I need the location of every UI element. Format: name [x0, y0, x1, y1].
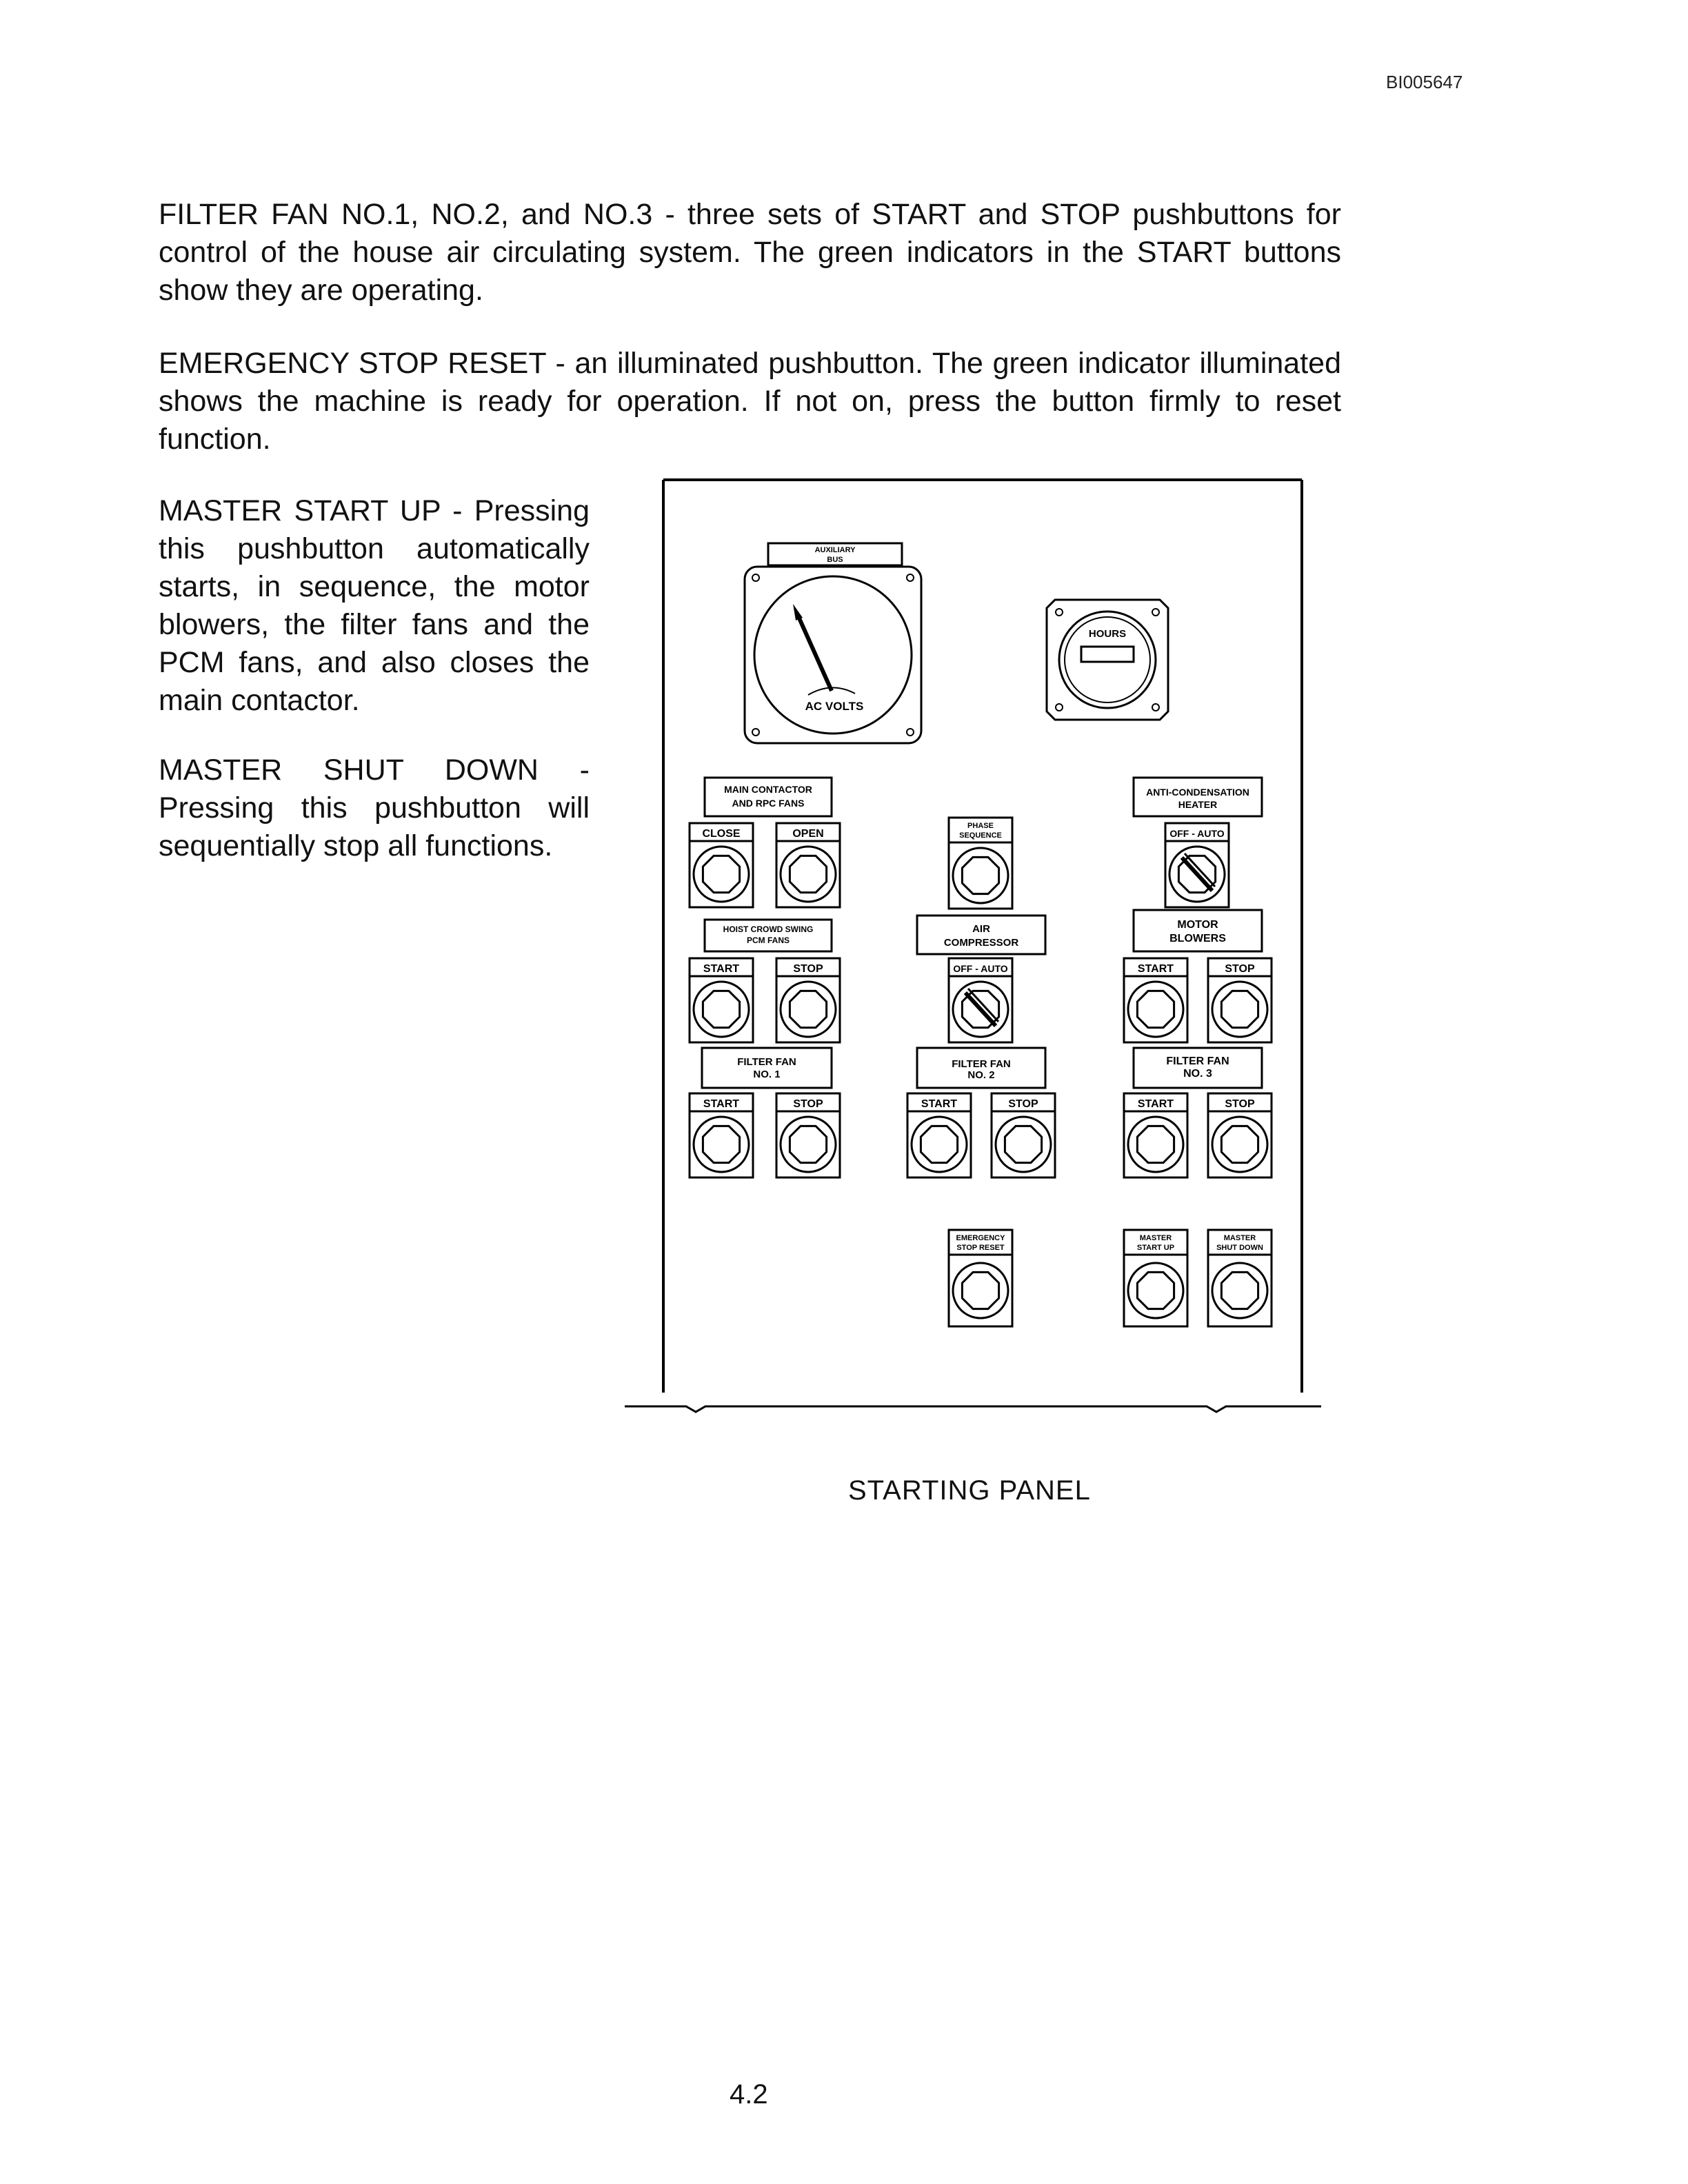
air-compressor-title-1: AIR [972, 923, 990, 935]
anti-condensation-title-2: HEATER [1178, 799, 1218, 810]
phase-sequence-button[interactable] [949, 818, 1012, 909]
master-start-up-button-label: START UP [1136, 1244, 1175, 1252]
filter-fan-1-start-button-label: START [703, 1098, 740, 1110]
document-id: BI005647 [1386, 72, 1463, 92]
hoist-crowd-stop-button[interactable] [776, 958, 840, 1042]
main-contactor-close-button[interactable] [690, 823, 753, 907]
filter-fan-3-title-2: NO. 3 [1183, 1068, 1212, 1080]
filter-fan-3-start-button-label: START [1137, 1098, 1174, 1110]
filter-fan-2-title-2: NO. 2 [967, 1069, 995, 1081]
motor-blowers-start-button-label: START [1137, 963, 1174, 975]
filter-fan-3-stop-button-label: STOP [1225, 1098, 1255, 1110]
emergency-stop-reset-button-label: EMERGENCY [956, 1234, 1005, 1242]
motor-blowers-title-1: MOTOR [1177, 919, 1218, 931]
filter-fan-1-start-button[interactable] [690, 1093, 753, 1177]
anti-condensation-title-1: ANTI-CONDENSATION [1146, 787, 1249, 798]
ac-voltmeter [745, 543, 921, 743]
main-contactor-open-button-label: OPEN [792, 828, 824, 840]
master-start-up-button[interactable] [1124, 1230, 1187, 1326]
master-start-up-button-label: MASTER [1139, 1234, 1172, 1242]
filter-fan-2-title-1: FILTER FAN [952, 1058, 1011, 1070]
motor-blowers-start-button[interactable] [1124, 958, 1187, 1042]
emergency-stop-reset-button-label: STOP RESET [956, 1244, 1005, 1252]
filter-fan-3-stop-button[interactable] [1208, 1093, 1272, 1177]
emergency-stop-paragraph: EMERGENCY STOP RESET - an illuminated pushbutton. The green indicator illuminated shows the machine is ready for operation. If not on, press the button firmly to reset function. [159, 347, 1341, 456]
filter-fan-2-start-button-label: START [921, 1098, 958, 1110]
phase-sequence-button-label: PHASE [967, 822, 994, 830]
hoist-crowd-title-2: PCM FANS [746, 936, 790, 945]
motor-blowers-title-2: BLOWERS [1169, 933, 1226, 944]
main-contactor-close-button-label: CLOSE [702, 828, 741, 840]
hoist-crowd-start-button[interactable] [690, 958, 753, 1042]
master-shut-down-button[interactable] [1208, 1230, 1272, 1326]
hoist-crowd-title-1: HOIST CROWD SWING [723, 924, 814, 934]
meter-label-top-2: BUS [827, 556, 843, 564]
master-shut-paragraph: MASTER SHUT DOWN - Pressing this pushbutton will sequentially stop all functions. [159, 754, 590, 862]
page-number: 4.2 [730, 2079, 768, 2110]
emergency-stop-reset-button[interactable] [949, 1230, 1012, 1326]
air-compressor-selector-switch-label: OFF - AUTO [953, 963, 1008, 974]
hoist-crowd-stop-button-label: STOP [793, 963, 823, 975]
meter-dial-label: AC VOLTS [805, 700, 864, 713]
master-shut-down-button-label: MASTER [1223, 1234, 1256, 1242]
master-shut-down-button-label: SHUT DOWN [1216, 1244, 1263, 1252]
air-compressor-title-2: COMPRESSOR [943, 937, 1019, 949]
phase-sequence-button-label: SEQUENCE [959, 831, 1002, 840]
filter-fan-1-title-1: FILTER FAN [737, 1056, 796, 1068]
main-contactor-title-2: AND RPC FANS [732, 798, 805, 809]
filter-fan-1-stop-button-label: STOP [793, 1098, 823, 1110]
hoist-crowd-start-button-label: START [703, 963, 740, 975]
figure-caption: STARTING PANEL [848, 1475, 1091, 1506]
anti-condensation-selector-switch-label: OFF - AUTO [1169, 828, 1225, 839]
filter-fan-1-title-2: NO. 1 [753, 1069, 781, 1080]
filter-fan-paragraph: FILTER FAN NO.1, NO.2, and NO.3 - three sets of START and STOP pushbuttons for control of the house air circulating system. The green indicators in the START buttons show they are operating. [159, 198, 1341, 307]
filter-fan-3-title-1: FILTER FAN [1166, 1055, 1229, 1067]
motor-blowers-stop-button-label: STOP [1225, 963, 1255, 975]
hour-meter-label: HOURS [1088, 628, 1127, 640]
filter-fan-3-start-button[interactable] [1124, 1093, 1187, 1177]
master-start-paragraph: MASTER START UP - Pressing this pushbutton automatically starts, in sequence, the motor blowers, the filter fans and the PCM fans, and also closes the main contactor. [159, 494, 590, 717]
hour-meter [1047, 600, 1168, 720]
filter-fan-2-start-button[interactable] [907, 1093, 971, 1177]
main-contactor-open-button[interactable] [776, 823, 840, 907]
main-contactor-title-1: MAIN CONTACTOR [724, 784, 812, 795]
motor-blowers-stop-button[interactable] [1208, 958, 1272, 1042]
hour-meter-window [1081, 647, 1134, 662]
filter-fan-1-stop-button[interactable] [776, 1093, 840, 1177]
anti-condensation-selector-switch[interactable] [1165, 823, 1229, 907]
air-compressor-selector-switch[interactable] [949, 958, 1012, 1042]
filter-fan-2-stop-button-label: STOP [1008, 1098, 1038, 1110]
meter-label-top-1: AUXILIARY [814, 546, 856, 554]
filter-fan-2-stop-button[interactable] [992, 1093, 1055, 1177]
